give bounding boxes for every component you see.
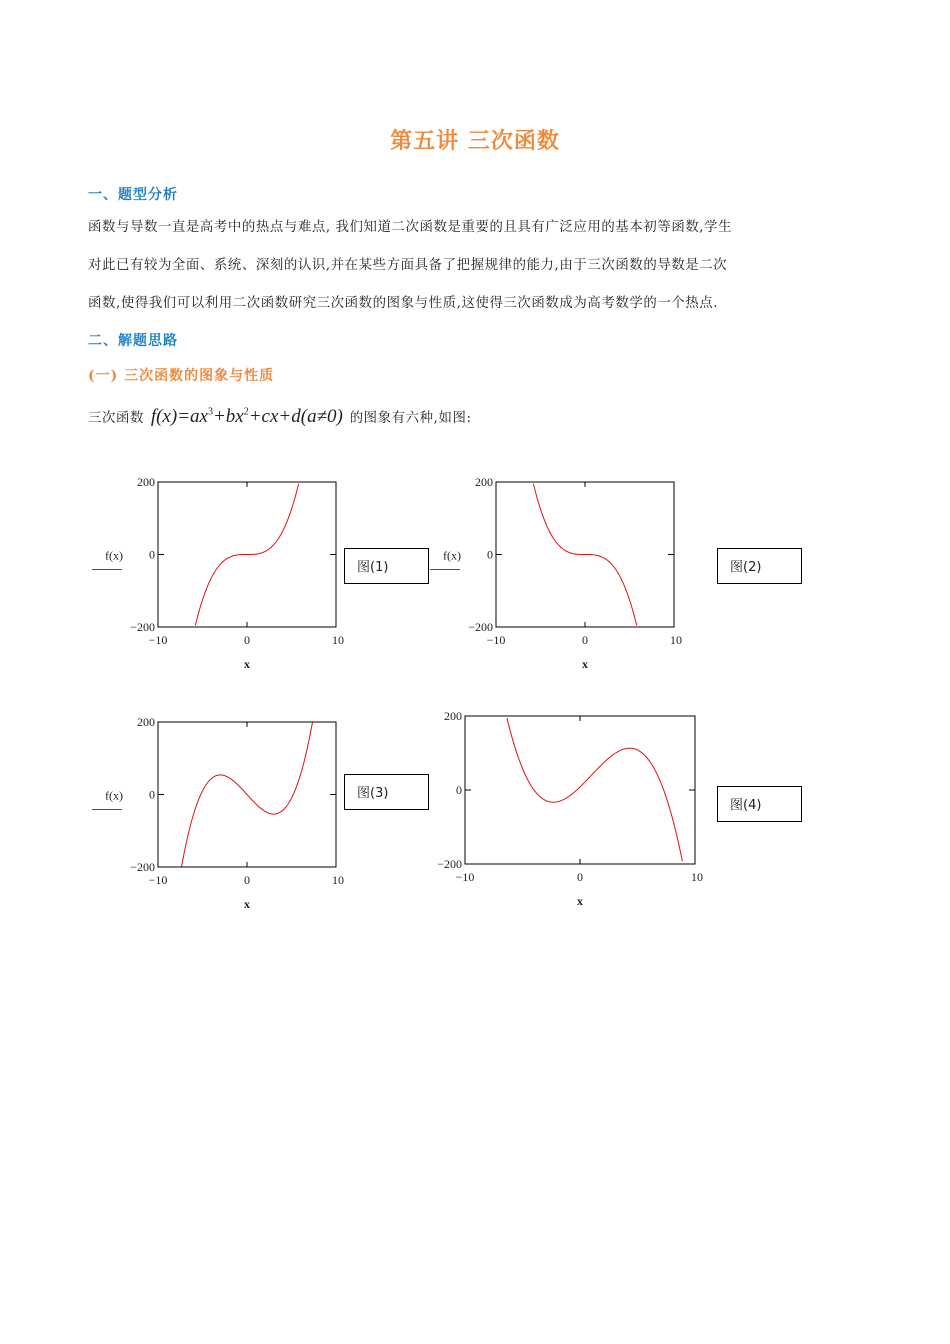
x-tick-label: 10 — [332, 873, 344, 887]
paragraph-line: 函数,使得我们可以利用二次函数研究三次函数的图象与性质,这使得三次函数成为高考数学的一个热点. — [88, 296, 719, 311]
y-tick-label: 0 — [487, 547, 493, 562]
series-line-f-x — [507, 718, 682, 861]
chart-figure-3 — [88, 710, 388, 920]
plot-frame — [465, 716, 695, 864]
chart-figure-4 — [415, 706, 735, 916]
x-axis-label: x — [577, 894, 583, 908]
series-line-f-x — [195, 484, 298, 625]
x-tick-label: −10 — [148, 633, 168, 647]
y-tick-label: 200 — [137, 715, 155, 729]
y-tick-label: −200 — [437, 857, 462, 871]
y-tick-label: 200 — [475, 475, 493, 489]
x-tick-label: 10 — [691, 870, 703, 884]
figure-label-4: 图(4) — [717, 786, 802, 822]
x-tick-label: 0 — [577, 870, 583, 884]
page-title: 第五讲 三次函数 — [390, 129, 560, 154]
y-tick-label: −200 — [130, 620, 155, 634]
x-axis-label: x — [244, 657, 250, 671]
x-axis-label: x — [244, 897, 250, 911]
intro-paragraph — [88, 209, 868, 323]
formula-intro-text: 三次函数 — [88, 411, 144, 426]
series-line-f-x — [533, 484, 636, 625]
section-heading-approach: 二、解题思路 — [88, 333, 178, 349]
y-tick-label: 200 — [137, 475, 155, 489]
section-heading-analysis: 一、题型分析 — [88, 187, 178, 203]
formula-outro-text: 的图象有六种,如图: — [349, 411, 472, 426]
y-tick-label: −200 — [468, 620, 493, 634]
cubic-formula: $f(x)=ax^3+bx^2+cx+d(a\ne 0)$ — [150, 406, 343, 427]
paragraph-line: 对此已有较为全面、系统、深刻的认识,并在某些方面具备了把握规律的能力,由于三次函数的导数是二次 — [88, 258, 728, 273]
y-axis-label: f(x) — [105, 788, 123, 803]
x-tick-label: 0 — [582, 633, 588, 647]
y-tick-label: −200 — [130, 860, 155, 874]
subsection-heading: (一) 三次函数的图象与性质 — [88, 368, 275, 384]
x-tick-label: −10 — [486, 633, 506, 647]
y-tick-label: 0 — [149, 787, 155, 802]
chart-figure-1 — [88, 470, 388, 680]
y-tick-label: 0 — [456, 783, 462, 797]
x-tick-label: 0 — [244, 633, 250, 647]
x-tick-label: −10 — [148, 873, 168, 887]
figure-label-3: 图(3) — [344, 774, 429, 810]
x-axis-label: x — [582, 657, 588, 671]
paragraph-line: 函数与导数一直是高考中的热点与难点, 我们知道二次函数是重要的且具有广泛应用的基本初等函数,学生 — [88, 220, 733, 235]
figure-label-1: 图(1) — [344, 548, 429, 584]
x-tick-label: −10 — [455, 870, 475, 884]
formula-line — [88, 406, 472, 428]
y-axis-label: f(x) — [443, 548, 461, 563]
y-axis-label: f(x) — [105, 548, 123, 563]
series-line-f-x — [182, 723, 313, 867]
x-tick-label: 0 — [244, 873, 250, 887]
y-tick-label: 200 — [444, 709, 462, 723]
x-tick-label: 10 — [332, 633, 344, 647]
y-tick-label: 0 — [149, 547, 155, 562]
figure-label-2: 图(2) — [717, 548, 802, 584]
chart-figure-2 — [426, 470, 726, 680]
x-tick-label: 10 — [670, 633, 682, 647]
